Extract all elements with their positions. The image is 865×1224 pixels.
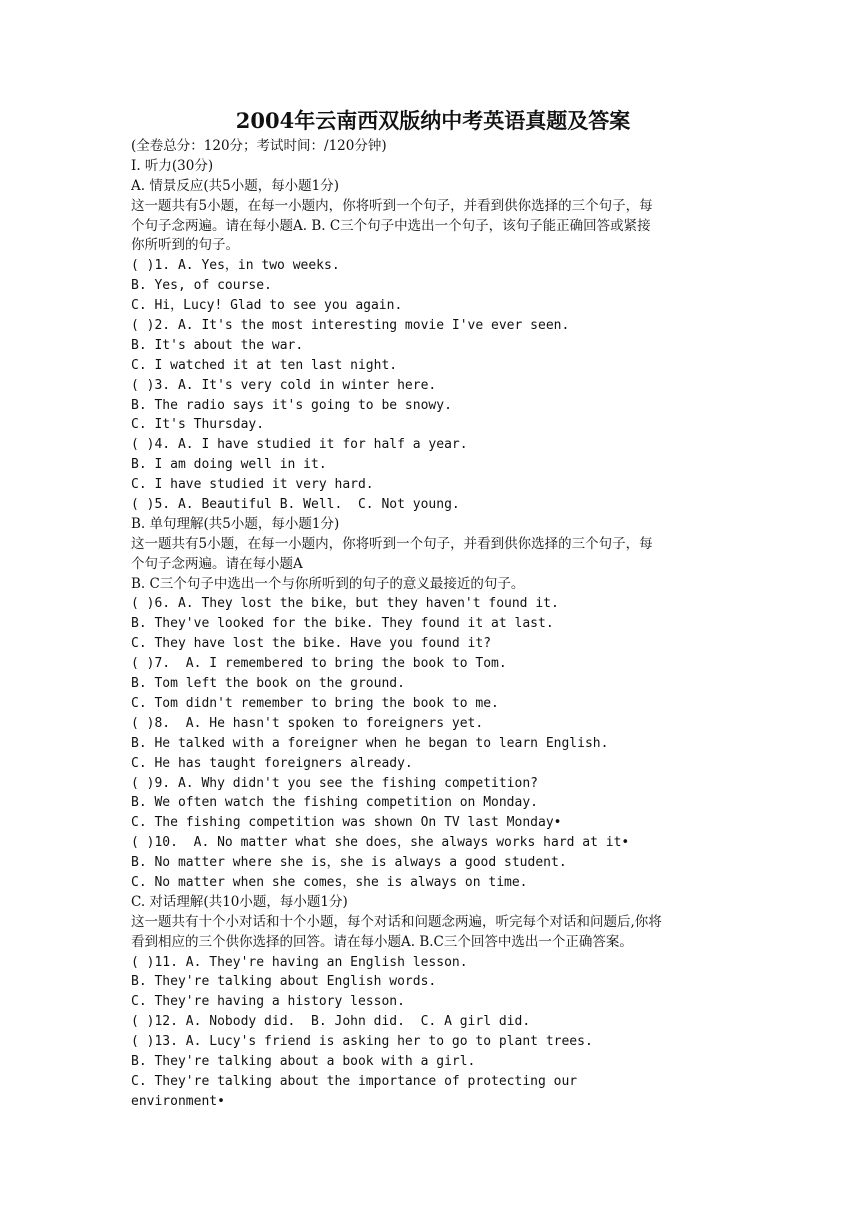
text-line: C. Hi，Lucy! Glad to see you again.	[131, 298, 403, 314]
text-line: C. Tom didn't remember to bring the book to me.	[131, 695, 499, 711]
text-line: ( )11. A. They're having an English lesson.	[131, 954, 468, 970]
text-line: B. Yes, of course.	[131, 278, 272, 294]
text-line: B. They're talking about English words.	[131, 974, 437, 990]
text-line: ( )1. A. Yes，in two weeks.	[131, 258, 340, 274]
text-line: B. He talked with a foreigner when he began to learn English.	[131, 735, 609, 751]
text-line: C. They're talking about the importance of protecting our	[131, 1073, 578, 1089]
text-line: B. They're talking about a book with a girl.	[131, 1053, 476, 1069]
text-line: 个句子念两遍。请在每小题A. B. C三个句子中选出一个句子，该句子能正确回答或紧接	[131, 217, 651, 234]
text-line: ( )8. A. He hasn't spoken to foreigners yet.	[131, 715, 484, 731]
text-line: C. I have studied it very hard.	[131, 477, 374, 493]
text-line: environment•	[131, 1093, 225, 1109]
text-line: 这一题共有5小题，在每一小题内，你将听到一个句子，并看到供你选择的三个句子，每	[131, 197, 653, 214]
document-page	[131, 106, 735, 1112]
text-line: ( )7. A. I remembered to bring the book to Tom.	[131, 656, 507, 672]
text-line: B. We often watch the fishing competition on Monday.	[131, 795, 538, 811]
text-line: C. I watched it at ten last night.	[131, 357, 398, 373]
text-line: ( )12. A. Nobody did. B. John did. C. A girl did.	[131, 1014, 531, 1030]
text-line: B. It's about the war.	[131, 337, 304, 353]
text-line: 看到相应的三个供你选择的回答。请在每小题A. B.C三个回答中选出一个正确答案。	[131, 933, 633, 950]
text-line: I. 听力(30分)	[131, 157, 214, 174]
text-line: ( )5. A. Beautiful B. Well. C. Not young.	[131, 497, 460, 513]
text-line: (全卷总分：120分；考试时间：/120分钟)	[131, 138, 387, 154]
text-line: C. They have lost the bike. Have you found it?	[131, 636, 492, 652]
text-line: ( )6. A. They lost the bike，but they haven't found it.	[131, 596, 559, 612]
text-line: ( )3. A. It's very cold in winter here.	[131, 377, 437, 393]
text-line: B. C三个句子中选出一个与你所听到的句子的意义最接近的句子。	[131, 575, 525, 592]
document-body	[131, 137, 735, 1112]
text-line: ( )9. A. Why didn't you see the fishing competition?	[131, 775, 538, 791]
text-line: ( )13. A. Lucy's friend is asking her to go to plant trees.	[131, 1034, 593, 1050]
text-line: C. The fishing competition was shown On TV last Monday•	[131, 815, 562, 831]
text-line: 你所听到的句子。	[131, 237, 239, 254]
text-line: B. 单句理解(共5小题，每小题1分)	[131, 515, 340, 532]
text-line: 这一题共有十个小对话和十个小题，每个对话和问题念两遍，听完每个对话和问题后,你将	[131, 913, 662, 930]
text-line: B. They've looked for the bike. They found it at last.	[131, 616, 554, 632]
text-line: 这一题共有5小题，在每一小题内，你将听到一个句子，并看到供你选择的三个句子，每	[131, 535, 653, 552]
text-line: 个句子念两遍。请在每小题A	[131, 555, 303, 572]
text-line: ( )10. A. No matter what she does，she always works hard at it•	[131, 835, 630, 851]
text-line: B. I am doing well in it.	[131, 457, 327, 473]
text-line: A. 情景反应(共5小题，每小题1分)	[131, 177, 340, 194]
text-line: B. No matter where she is，she is always a good student.	[131, 855, 567, 871]
text-line: C. It's Thursday.	[131, 417, 265, 433]
text-line: ( )4. A. I have studied it for half a year.	[131, 437, 468, 453]
text-line: B. The radio says it's going to be snowy.	[131, 397, 452, 413]
text-line: C. No matter when she comes，she is always on time.	[131, 874, 528, 890]
text-line: B. Tom left the book on the ground.	[131, 676, 405, 692]
text-line: C. They're having a history lesson.	[131, 994, 405, 1010]
text-line: C. He has taught foreigners already.	[131, 755, 413, 771]
text-line: C. 对话理解(共10小题，每小题1分)	[131, 893, 348, 910]
page-title: 2004年云南西双版纳中考英语真题及答案	[235, 108, 631, 133]
text-line: ( )2. A. It's the most interesting movie I've ever seen.	[131, 318, 570, 334]
